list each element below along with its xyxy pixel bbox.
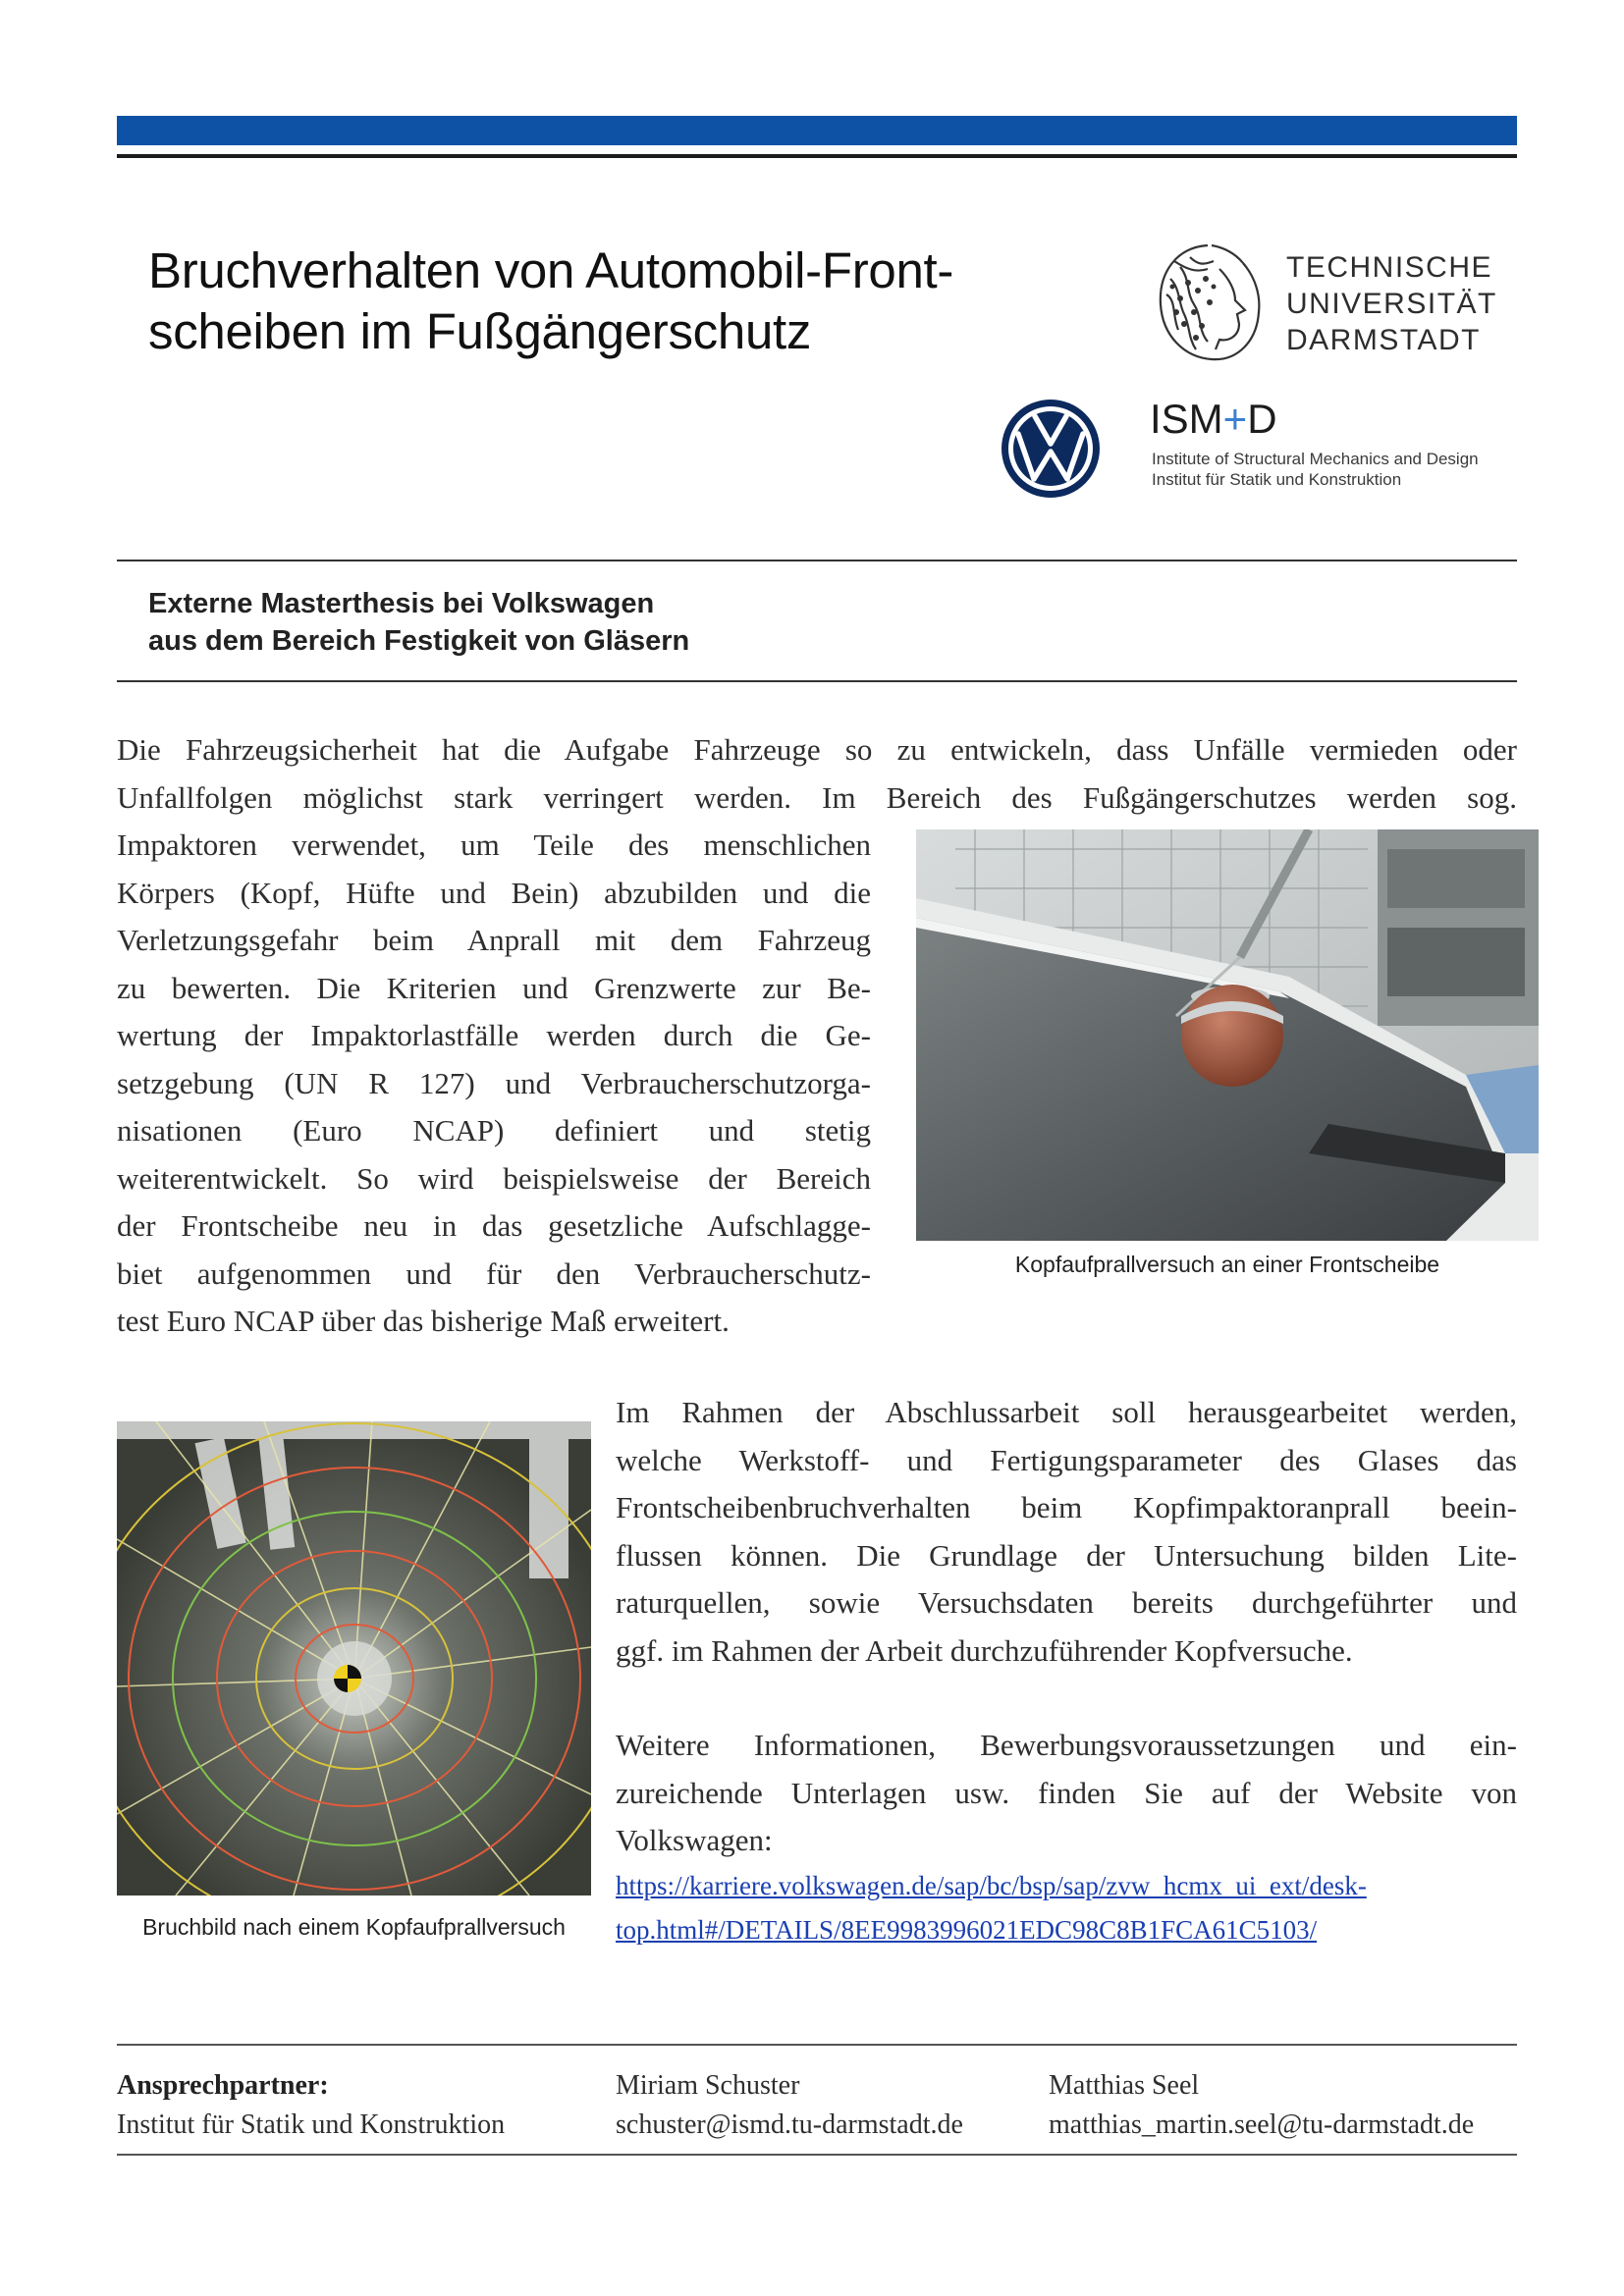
task-line-5: raturquellen, sowie Versuchsdaten bereits durchgeführter und (616, 1585, 1517, 1620)
tu-darmstadt-name (1286, 249, 1497, 358)
subtitle-line-2: aus dem Bereich Festigkeit von Gläsern (148, 625, 690, 657)
footer-divider-top (117, 2044, 1517, 2046)
ismd-sub-line-1: Institute of Structural Mechanics and Design (1152, 450, 1479, 468)
subtitle-line-1: Externe Masterthesis bei Volkswagen (148, 588, 655, 619)
caption-head-impact: Kopfaufprallversuch an einer Frontscheibe (1014, 1252, 1440, 1277)
intro-left-line-3: Verletzungsgefahr beim Anprall mit dem Fahrzeug (117, 923, 871, 957)
intro-left-line-4: zu bewerten. Die Kriterien und Grenzwerte zur Be- (117, 970, 871, 1005)
fracture-pattern-photo (117, 1421, 591, 1896)
tu-athene-logo-icon (1151, 240, 1265, 365)
intro-line-2: Unfallfolgen möglichst stark verringert werden. Im Bereich des Fußgängerschutzes werden sog. (117, 779, 1517, 815)
thesis-task-paragraph (616, 1389, 1517, 1675)
intro-left-line-6: setzgebung (UN R 127) und Verbraucherschutzorga- (117, 1065, 871, 1100)
footer-institute: Institut für Statik und Konstruktion (117, 2109, 506, 2140)
contact1-name: Miriam Schuster (616, 2070, 800, 2101)
footer-label: Ansprechpartner: (117, 2070, 329, 2101)
head-impact-photo (916, 829, 1539, 1241)
task-line-3: Frontscheibenbruchverhalten beim Kopfimpaktoranprall beein- (616, 1490, 1517, 1524)
info-line-1: Weitere Informationen, Bewerbungsvoraussetzungen und ein- (616, 1728, 1517, 1762)
intro-left-line-11: test Euro NCAP über das bisherige Maß erweitert. (117, 1304, 730, 1338)
task-line-4: flussen können. Die Grundlage der Untersuchung bilden Lite- (616, 1537, 1517, 1573)
contact1-email[interactable]: schuster@ismd.tu-darmstadt.de (616, 2109, 963, 2140)
title-line-2: scheiben im Fußgängerschutz (148, 303, 812, 359)
link-line-2[interactable]: top.html#/DETAILS/8EE9983996021EDC98C8B1FCA61C5103/ (616, 1915, 1318, 1945)
task-line-6: ggf. im Rahmen der Arbeit durchzuführender Kopfversuche. (616, 1632, 1353, 1668)
tu-name-line-1: TECHNISCHE (1286, 251, 1493, 284)
ismd-title-a: ISM (1150, 396, 1223, 442)
info-line-3: Volkswagen: (616, 1823, 773, 1857)
top-bar-dark (117, 154, 1517, 158)
intro-left-line-7: nisationen (Euro NCAP) definiert und stetig (117, 1113, 871, 1148)
tu-name-line-3: DARMSTADT (1286, 324, 1481, 356)
footer-divider-bottom (117, 2154, 1517, 2156)
title-line-1: Bruchverhalten von Automobil-Front- (148, 242, 954, 298)
vw-career-link[interactable] (616, 1864, 1517, 1952)
intro-left-line-1: Impaktoren verwendet, um Teile des menschlichen (117, 828, 871, 862)
ismd-subtitle (1152, 449, 1479, 490)
divider-top (117, 560, 1517, 561)
task-line-1: Im Rahmen der Abschlussarbeit soll herausgearbeitet werden, (616, 1395, 1517, 1429)
subtitle (148, 585, 689, 660)
info-paragraph (616, 1722, 1517, 1865)
intro-left-line-5: wertung der Impaktorlastfälle werden durch die Ge- (117, 1018, 871, 1052)
ismd-sub-line-2: Institut für Statik und Konstruktion (1152, 470, 1402, 489)
intro-paragraph-left (117, 822, 871, 1346)
caption-fracture: Bruchbild nach einem Kopfaufprallversuch (142, 1914, 566, 1940)
contact2-name: Matthias Seel (1049, 2070, 1200, 2101)
tu-name-line-2: UNIVERSITÄT (1286, 288, 1497, 320)
contact2-email[interactable]: matthias_martin.seel@tu-darmstadt.de (1049, 2109, 1475, 2140)
divider-bottom (117, 680, 1517, 682)
intro-left-line-9: der Frontscheibe neu in das gesetzliche Aufschlagge- (117, 1208, 871, 1243)
page-title (148, 240, 1110, 362)
intro-left-line-2: Körpers (Kopf, Hüfte und Bein) abzubilden und die (117, 875, 871, 910)
vw-logo-icon (999, 397, 1103, 501)
ismd-title-b: D (1247, 396, 1277, 442)
link-line-1[interactable]: https://karriere.volkswagen.de/sap/bc/bsp/sap/zvw_hcmx_ui_ext/desk- (616, 1871, 1367, 1900)
info-line-2: zureichende Unterlagen usw. finden Sie auf der Website von (616, 1775, 1517, 1810)
ismd-logo-text (1150, 395, 1277, 444)
footer-contact-label (117, 2066, 505, 2145)
ismd-plus: + (1222, 396, 1248, 442)
task-line-2: welche Werkstoff- und Fertigungsparameter des Glases das (616, 1442, 1517, 1477)
footer-contact-2 (1049, 2066, 1474, 2145)
intro-paragraph-full (117, 726, 1517, 822)
intro-line-1: Die Fahrzeugsicherheit hat die Aufgabe Fahrzeuge so zu entwickeln, dass Unfälle vermieden oder (117, 732, 1517, 767)
intro-left-line-10: biet aufgenommen und für den Verbraucherschutz- (117, 1255, 871, 1291)
intro-left-line-8: weiterentwickelt. So wird beispielsweise der Bereich (117, 1160, 871, 1196)
footer-contact-1 (616, 2066, 963, 2145)
top-bar-blue (117, 116, 1517, 145)
